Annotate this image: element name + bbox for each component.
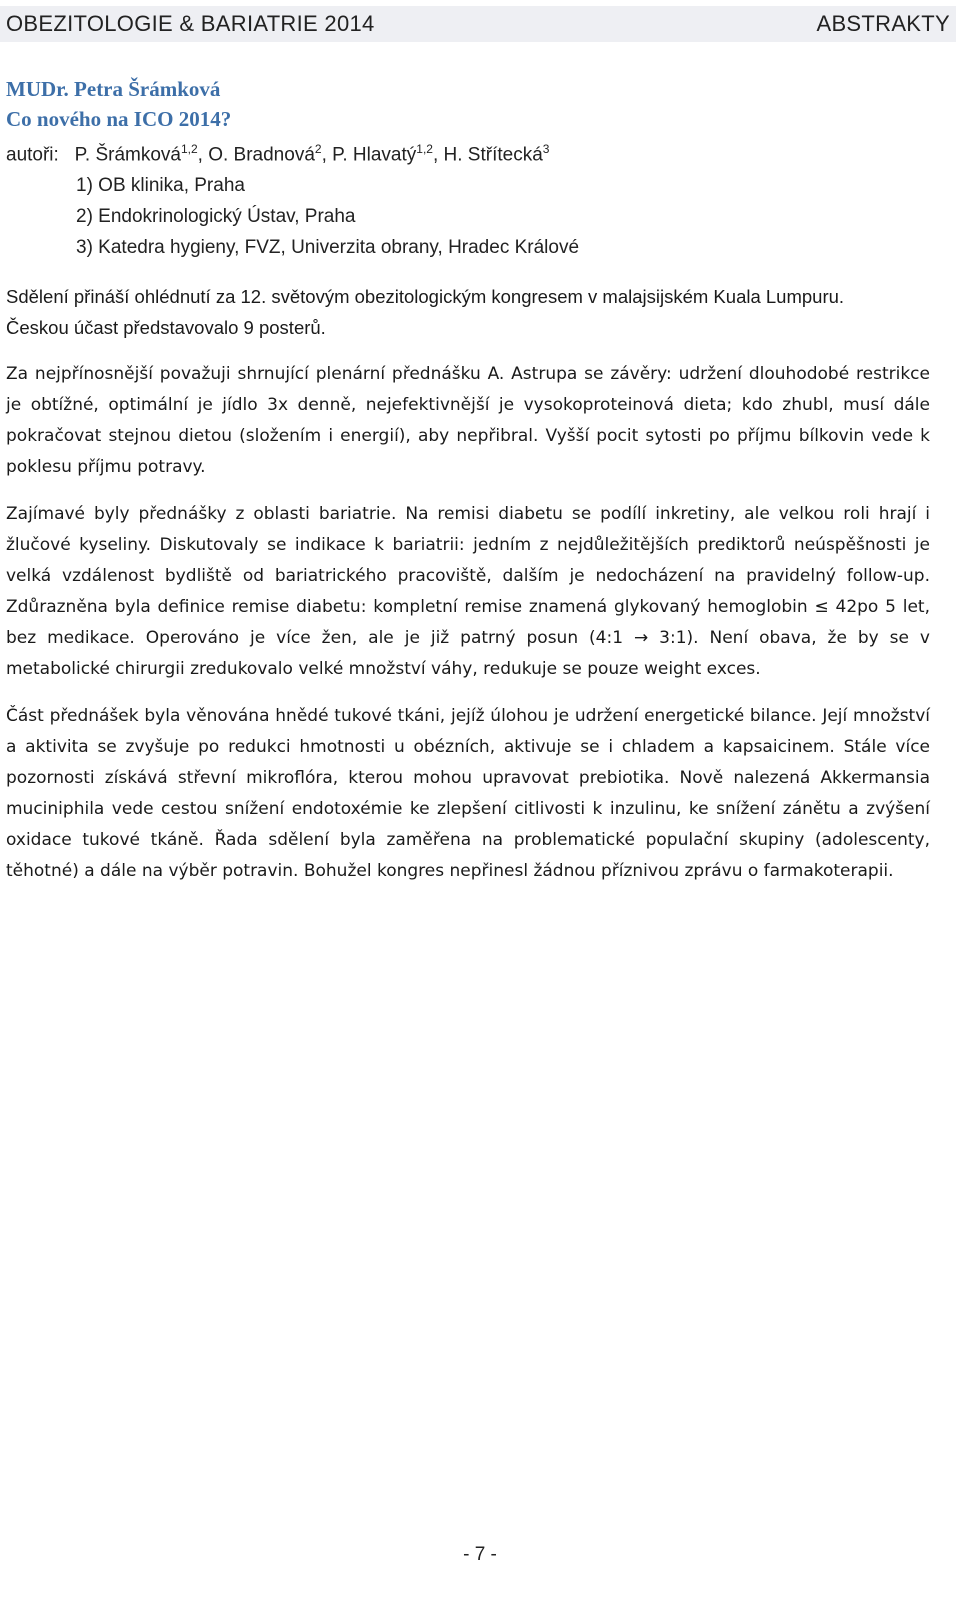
paragraph: Zajímavé byly přednášky z oblasti bariatrie. Na remisi diabetu se podílí inkretiny, ale velkou roli hrají i žlučové kyseliny. Diskutovaly se indikace k bariatrii: jedním z nejdůležitějších prediktorů neúspěšnosti je velká vzdálenost bydliště od bariatrického pracoviště, dalším je nedocházení na pravidelný follow-up. Zdůrazněna byla definice remise diabetu: kompletní remise znamená glykovaný hemoglobin ≤ 42po 5 let, bez medikace. Operováno je více žen, ale je již patrný posun (4:1 → 3:1). Není obava, že by se v metabolické chirurgii zredukovalo velké množství váhy, redukuje se pouze weight exces.: [6, 504, 930, 679]
talk-title: Co nového na ICO 2014?: [6, 107, 232, 131]
paragraph: Sdělení přináší ohlédnutí za 12. světovým obezitologickým kongresem v malajsijském Kuala Lumpuru.: [6, 286, 845, 307]
header-section: ABSTRAKTY: [816, 11, 950, 36]
author-1-affil: 1,2: [180, 142, 198, 156]
affiliations-list: [76, 170, 579, 263]
authors-line: [6, 134, 549, 170]
affiliation-item: 2) Endokrinologický Ústav, Praha: [76, 206, 356, 227]
authors-label: autoři:: [6, 144, 59, 166]
affiliation-item: 3) Katedra hygieny, FVZ, Univerzita obrany, Hradec Králové: [76, 237, 580, 258]
author-3-affil: 1,2: [416, 142, 433, 156]
paragraph: Za nejpřínosnější považuji shrnující plenární přednášku A. Astrupa se závěry: udržení dlouhodobé restrikce je obtížné, optimální je jídlo 3x denně, nejefektivnější je vysokoproteinová dieta; kdo zhubl, musí dále pokračovat stejnou dietou (složením i energií), aby nepřibral. Vyšší pocit sytosti po příjmu bílkovin vede k poklesu příjmu potravy.: [6, 364, 930, 477]
header-title: OBEZITOLOGIE & BARIATRIE 2014: [6, 11, 375, 36]
author-2: , O. Bradnová: [197, 144, 315, 166]
abstract-body: [6, 281, 930, 903]
paragraph: Českou účast představovalo 9 posterů.: [6, 317, 326, 338]
author-name: MUDr. Petra Šrámková: [6, 77, 221, 101]
author-4: , H. Střítecká: [432, 144, 543, 166]
author-1: P. Šrámková: [74, 144, 181, 166]
affiliation-item: 1) OB klinika, Praha: [76, 175, 245, 196]
author-block: [6, 74, 549, 170]
page-header: [0, 6, 956, 42]
paragraph: Část přednášek byla věnována hnědé tukové tkáni, jejíž úlohou je udržení energetické bilance. Její množství a aktivita se zvyšuje po redukci hmotnosti u obézních, aktivuje se i chladem a kapsaicinem. Stále více pozornosti získává střevní mikroflóra, kterou mohou upravovat prebiotika. Nově nalezená Akkermansia muciniphila vede cestou snížení endotoxémie ke zlepšení citlivosti k inzulinu, ke snížení zánětu a zvýšení oxidace tukové tkáně. Řada sdělení byla zaměřena na problematické populační skupiny (adolescenty, těhotné) a dále na výběr potravin. Bohužel kongres nepřinesl žádnou příznivou zprávu o farmakoterapii.: [6, 706, 930, 881]
author-4-affil: 3: [542, 142, 550, 156]
author-3: , P. Hlavatý: [321, 144, 417, 166]
author-2-affil: 2: [314, 142, 322, 156]
page-number: - 7 -: [463, 1544, 497, 1565]
